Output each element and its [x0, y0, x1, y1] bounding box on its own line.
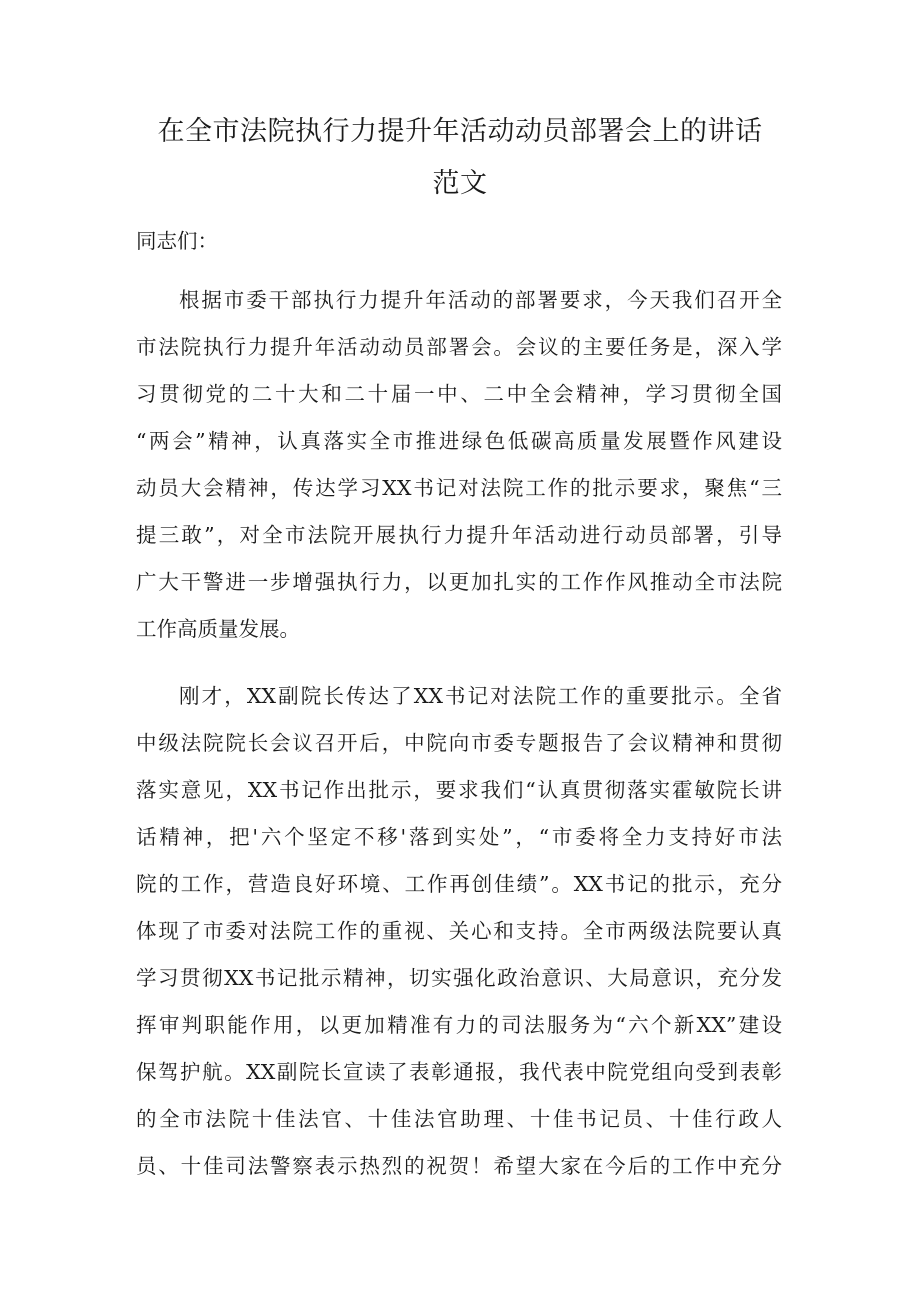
paragraph-2-line: 中级法院院长会议召开后，中院向市委专题报告了会议精神和贯彻 — [136, 731, 782, 755]
paragraph-1-line: 根据市委干部执行力提升年活动的部署要求，今天我们召开全 — [179, 288, 782, 312]
paragraph-1-line: 工作高质量发展。 — [136, 617, 300, 641]
paragraph-1-line: “两会”精神，认真落实全市推进绿色低碳高质量发展暨作风建设 — [136, 429, 782, 453]
paragraph-2-line: 的全市法院十佳法官、十佳法官助理、十佳书记员、十佳行政人 — [136, 1107, 782, 1131]
paragraph-2-line: 院的工作，营造良好环境、工作再创佳绩”。XX书记的批示，充分 — [136, 872, 782, 896]
document-title-line-2: 范文 — [432, 168, 488, 199]
paragraph-2-line: 落实意见，XX书记作出批示，要求我们“认真贯彻落实霍敏院长讲 — [136, 778, 782, 802]
paragraph-2-line: 挥审判职能作用，以更加精准有力的司法服务为“六个新XX”建设 — [136, 1013, 782, 1037]
paragraph-1-line: 广大干警进一步增强执行力，以更加扎实的工作作风推动全市法院 — [136, 570, 782, 594]
paragraph-1-line: 提三敢”，对全市法院开展执行力提升年活动进行动员部署，引导 — [136, 523, 782, 547]
paragraph-2-line: 学习贯彻XX书记批示精神，切实强化政治意识、大局意识，充分发 — [136, 966, 782, 990]
paragraph-1-line: 习贯彻党的二十大和二十届一中、二中全会精神，学习贯彻全国 — [136, 382, 782, 406]
paragraph-2-line: 话精神，把'六个坚定不移'落到实处”，“市委将全力支持好市法 — [136, 825, 782, 849]
paragraph-1-line: 动员大会精神，传达学习XX书记对法院工作的批示要求，聚焦“三 — [136, 476, 782, 500]
paragraph-2-line: 体现了市委对法院工作的重视、关心和支持。全市两级法院要认真 — [136, 919, 782, 943]
paragraph-1-line: 市法院执行力提升年活动动员部署会。会议的主要任务是，深入学 — [136, 335, 782, 359]
paragraph-2-line: 刚才，XX副院长传达了XX书记对法院工作的重要批示。全省 — [179, 684, 782, 708]
greeting: 同志们： — [136, 229, 218, 253]
paragraph-2-line: 保驾护航。XX副院长宣读了表彰通报，我代表中院党组向受到表彰 — [136, 1060, 782, 1084]
paragraph-2-line: 员、十佳司法警察表示热烈的祝贺！希望大家在今后的工作中充分 — [136, 1154, 782, 1178]
document-title-line-1: 在全市法院执行力提升年活动动员部署会上的讲话 — [157, 116, 763, 147]
